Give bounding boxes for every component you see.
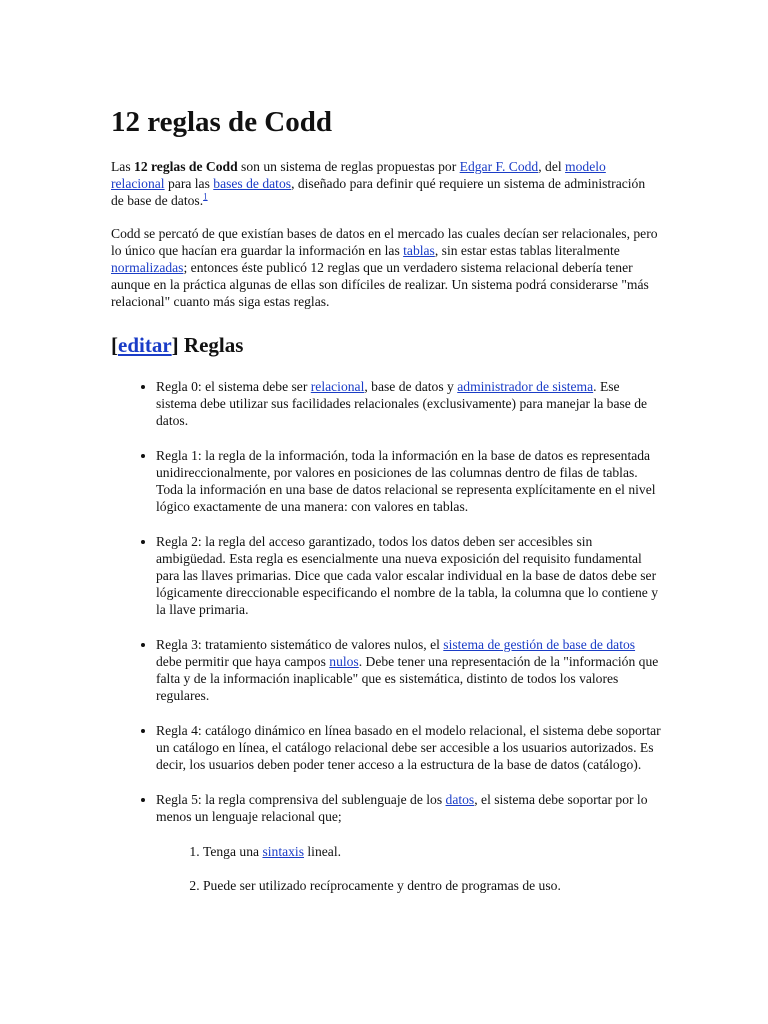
link-nulos[interactable]: nulos xyxy=(329,654,359,669)
sublist-item-2: 2. Puede ser utilizado recíprocamente y dentro de programas de uso. xyxy=(203,877,661,894)
article xyxy=(111,104,661,912)
intro-text: Las xyxy=(111,159,135,174)
edit-section-link[interactable]: editar xyxy=(118,333,172,357)
link-sistema-gestion-base-datos[interactable]: sistema de gestión de base de datos xyxy=(443,637,636,652)
intro-paragraph xyxy=(111,158,661,209)
rule-text: Regla 0: el sistema debe ser xyxy=(156,379,311,394)
reference-link[interactable]: 1 xyxy=(203,191,208,202)
rule-text: Regla 5: la regla comprensiva del sublenguaje de los xyxy=(156,792,446,807)
rules-list xyxy=(111,378,661,894)
rule-0 xyxy=(156,378,661,429)
rule-5-sublist xyxy=(156,843,661,894)
intro-text: , diseñado para definir qué requiere un sistema de administración de base de datos. xyxy=(111,176,646,208)
rule-1: • Regla 1: la regla de la información, toda la información en la base de datos es representada unidireccionalmente, por valores en posiciones de las columnas dentro de filas de tablas. Toda la información en una base de datos relacional se representa explícitamente en el nivel lógico exactamente de una manera: con valores en tablas. xyxy=(156,447,661,515)
link-sintaxis[interactable]: sintaxis xyxy=(262,844,304,859)
section-title: Reglas xyxy=(178,333,244,357)
para-text: Codd se percató de que existían bases de datos en el mercado las cuales decían ser relacionales, pero lo único que hacían era guardar la información en las xyxy=(111,226,658,258)
sub-text: lineal. xyxy=(304,844,341,859)
bracket-open: [ xyxy=(111,333,118,357)
link-normalizadas[interactable]: normalizadas xyxy=(111,260,184,275)
rule-text: , base de datos y xyxy=(364,379,458,394)
rule-3 xyxy=(156,636,661,704)
rule-5 xyxy=(156,791,661,894)
link-edgar-codd[interactable]: Edgar F. Codd xyxy=(459,159,539,174)
link-relacional[interactable]: relacional xyxy=(310,379,365,394)
para-text: , sin estar estas tablas literalmente xyxy=(434,243,620,258)
link-bases-de-datos[interactable]: bases de datos xyxy=(213,176,292,191)
rule-text: Regla 3: tratamiento sistemático de valores nulos, el xyxy=(156,637,444,652)
rule-text: . Debe tener una representación de la "información que falta y de la información inaplicable" que es sistemática, distinto de todos los valores regulares. xyxy=(156,654,659,703)
intro-bold-term: 12 reglas de Codd xyxy=(134,159,238,174)
link-administrador-de-sistema[interactable]: administrador de sistema xyxy=(457,379,594,394)
intro-text: son un sistema de reglas propuestas por xyxy=(237,159,460,174)
link-modelo-relacional[interactable]: modelo relacional xyxy=(111,159,606,191)
page-title: 12 reglas de Codd xyxy=(111,106,333,138)
sub-text: Tenga una xyxy=(203,844,263,859)
sublist-item-1 xyxy=(203,843,661,860)
link-datos[interactable]: datos xyxy=(445,792,475,807)
link-tablas[interactable]: tablas xyxy=(403,243,435,258)
section-heading-reglas xyxy=(111,332,661,358)
rule-text: debe permitir que haya campos xyxy=(156,654,330,669)
intro-text: , del xyxy=(538,159,566,174)
rule-text: , el sistema debe soportar por lo menos un lenguaje relacional que; xyxy=(156,792,648,824)
rule-2: • Regla 2: la regla del acceso garantizado, todos los datos deben ser accesibles sin ambigüedad. Esta regla es esencialmente una nueva exposición del requisito fundamental para las llaves primarias. Dice que cada valor escalar individual en la base de datos debe ser lógicamente direccionable especificando el nombre de la tabla, la columna que lo contiene y la llave primaria. xyxy=(156,533,661,618)
para-text: ; entonces éste publicó 12 reglas que un verdadero sistema relacional debería tener aunque en la práctica algunas de ellas son difíciles de realizar. Un sistema podrá considerarse "más relacional" cuanto más siga estas reglas. xyxy=(111,260,649,309)
second-paragraph xyxy=(111,225,661,310)
bracket-close: ] xyxy=(171,333,179,357)
rule-4: • Regla 4: catálogo dinámico en línea basado en el modelo relacional, el sistema debe soportar un catálogo en línea, el catálogo relacional debe ser accesible a los usuarios autorizados. Es decir, los usuarios deben poder tener acceso a la estructura de la base de datos (catálogo). xyxy=(156,722,661,773)
intro-text: para las xyxy=(164,176,214,191)
rule-text: . Ese sistema debe utilizar sus facilidades relacionales (exclusivamente) para manejar la base de datos. xyxy=(156,379,648,428)
